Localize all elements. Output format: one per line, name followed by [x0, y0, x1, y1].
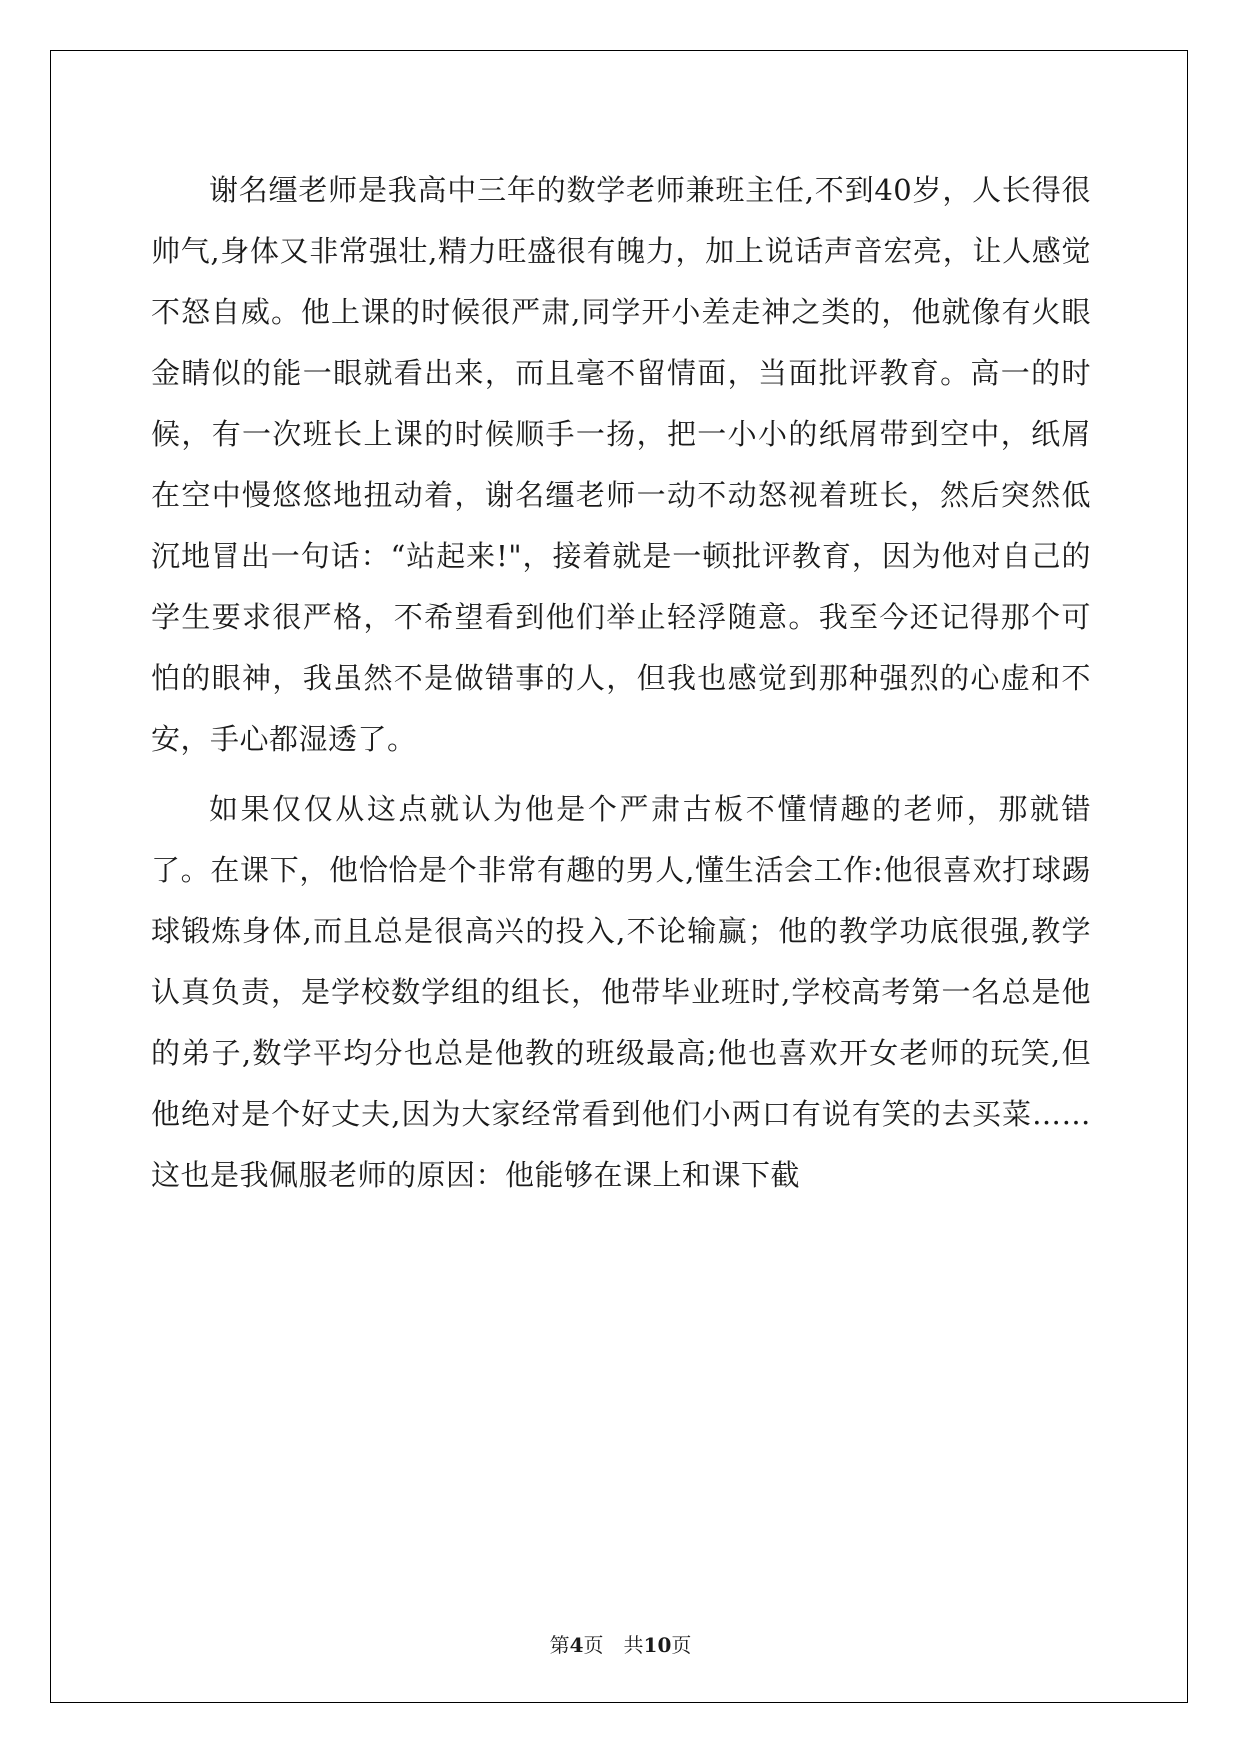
- page-prefix: 第: [549, 1633, 570, 1657]
- page-footer: [0, 1629, 1241, 1658]
- total-suffix: 页: [671, 1633, 692, 1657]
- paragraph: 谢名缰老师是我高中三年的数学老师兼班主任,不到40岁，人长得很帅气,身体又非常强壮,精力旺盛很有魄力，加上说话声音宏亮，让人感觉不怒自威。他上课的时候很严肃,同学开小差走神之类的，他就像有火眼金睛似的能一眼就看出来，而且毫不留情面，当面批评教育。高一的时候，有一次班长上课的时候顺手一扬，把一小小的纸屑带到空中，纸屑在空中慢悠悠地扭动着，谢名缰老师一动不动怒视着班长，然后突然低沉地冒出一句话：“站起来!"，接着就是一顿批评教育，因为他对自己的学生要求很严格，不希望看到他们举止轻浮随意。我至今还记得那个可怕的眼神，我虽然不是做错事的人，但我也感觉到那种强烈的心虚和不安，手心都湿透了。: [151, 173, 1091, 756]
- page-suffix: 页: [583, 1633, 604, 1657]
- total-prefix: 共: [623, 1633, 644, 1657]
- document-body: [151, 160, 1091, 1206]
- paragraph: 如果仅仅从这点就认为他是个严肃古板不懂情趣的老师，那就错了。在课下，他恰恰是个非常有趣的男人,懂生活会工作:他很喜欢打球踢球锻炼身体,而且总是很高兴的投入,不论输赢；他的教学功底很强,教学认真负责，是学校数学组的组长，他带毕业班时,学校高考第一名总是他的弟子,数学平均分也总是他教的班级最高;他也喜欢开女老师的玩笑,但他绝对是个好丈夫,因为大家经常看到他们小两口有说有笑的去买菜……这也是我佩服老师的原因：他能够在课上和课下截: [151, 792, 1091, 1192]
- total-pages: 10: [643, 1633, 672, 1657]
- page-number: 4: [569, 1633, 584, 1657]
